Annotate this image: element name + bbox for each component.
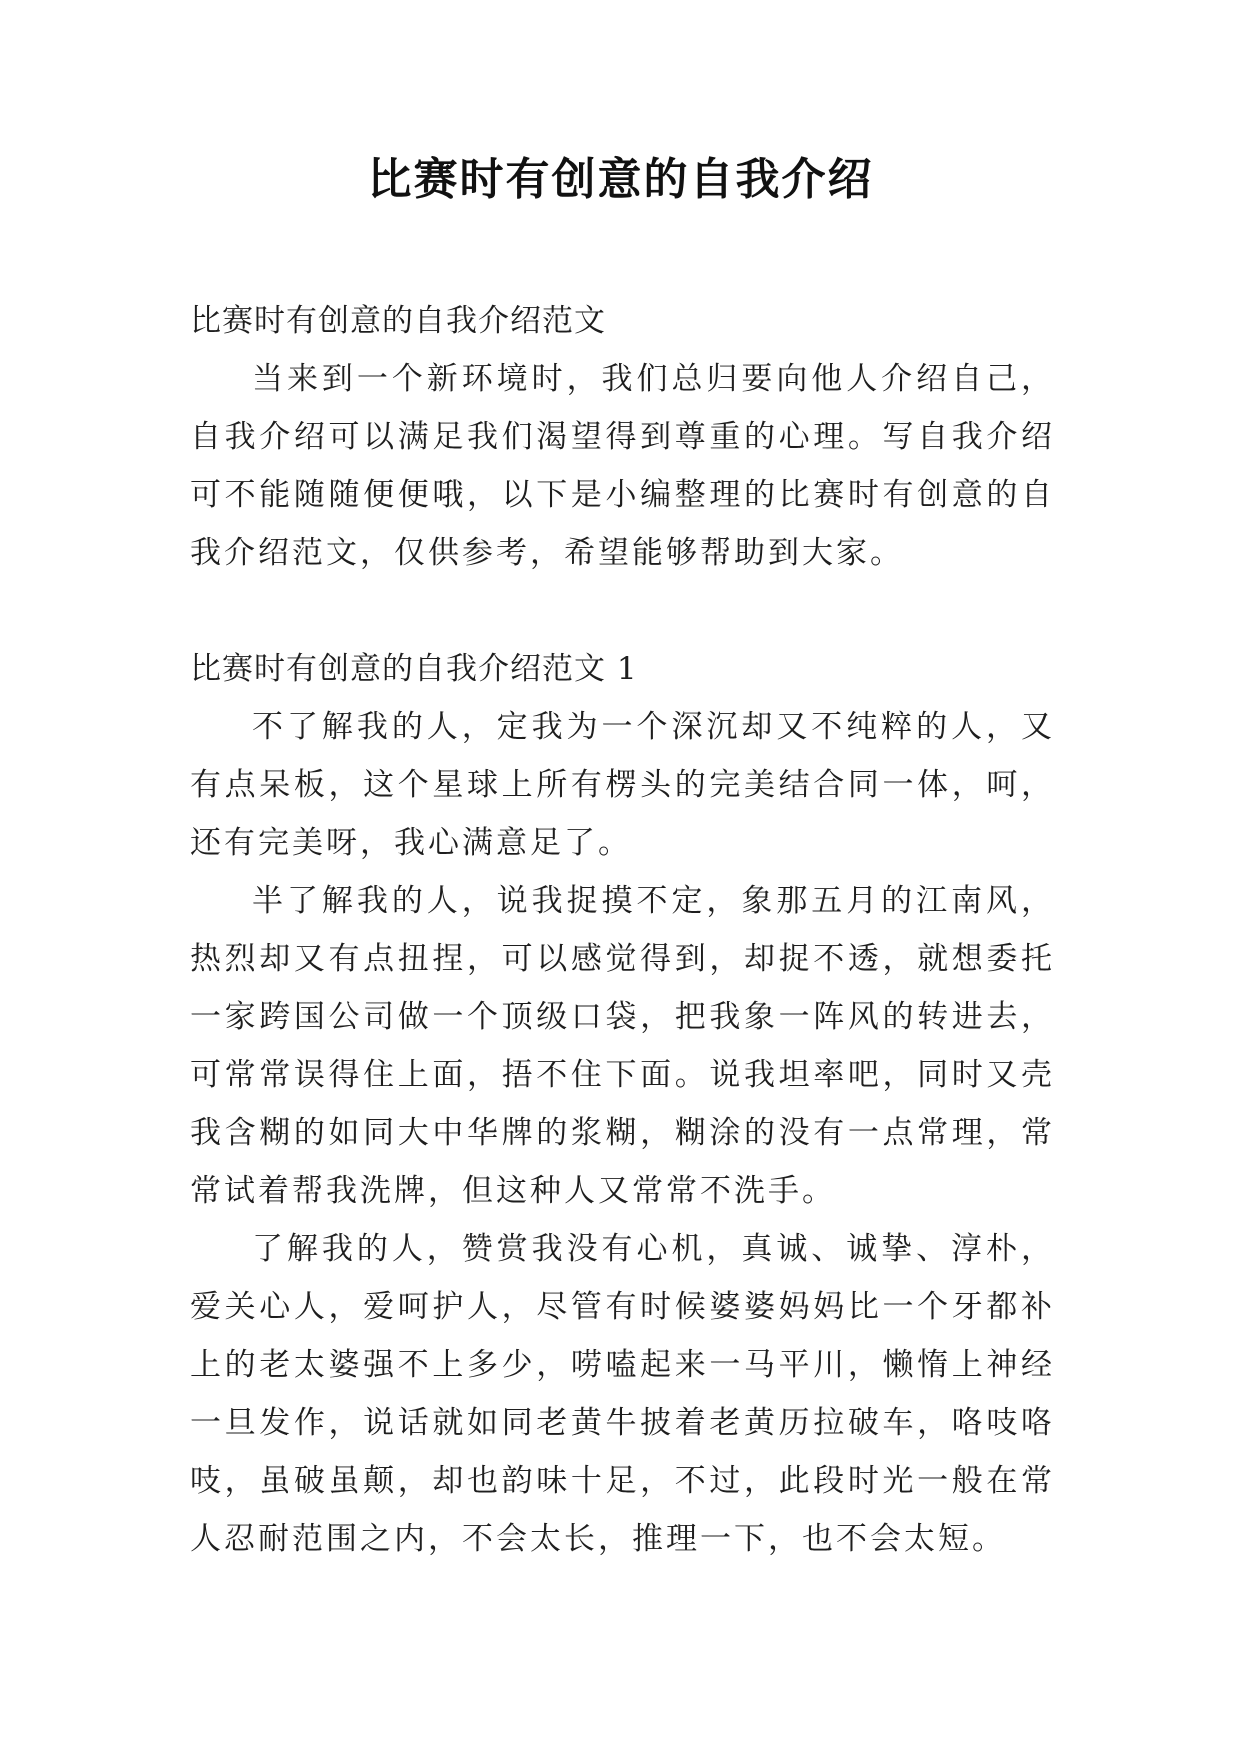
- essay-paragraph-2: 半了解我的人，说我捉摸不定，象那五月的江南风，热烈却又有点扭捏，可以感觉得到，却捉不透，就想委托一家跨国公司做一个顶级口袋，把我象一阵风的转进去，可常常误得住上面，捂不住下面。说我坦率吧，同时又壳我含糊的如同大中华牌的浆糊，糊涂的没有一点常理，常常试着帮我洗牌，但这种人又常常不洗手。: [190, 883, 1055, 1209]
- document-title: 比赛时有创意的自我介绍: [367, 154, 874, 205]
- intro-paragraph: 当来到一个新环境时，我们总归要向他人介绍自己，自我介绍可以满足我们渴望得到尊重的心理。写自我介绍可不能随随便便哦，以下是小编整理的比赛时有创意的自我介绍范文，仅供参考，希望能够帮助到大家。: [190, 361, 1055, 571]
- essay-paragraph-1: 不了解我的人，定我为一个深沉却又不纯粹的人，又有点呆板，这个星球上所有楞头的完美结合同一体，呵，还有完美呀，我心满意足了。: [190, 709, 1055, 861]
- essay-heading: 比赛时有创意的自我介绍范文 1: [190, 651, 638, 687]
- essay-paragraph-3: 了解我的人，赞赏我没有心机，真诚、诚挚、淳朴，爱关心人，爱呵护人，尽管有时候婆婆妈妈比一个牙都补上的老太婆强不上多少，唠嗑起来一马平川，懒惰上神经一旦发作，说话就如同老黄牛披着老黄历拉破车，咯吱咯吱，虽破虽颠，却也韵味十足，不过，此段时光一般在常人忍耐范围之内，不会太长，推理一下，也不会太短。: [190, 1231, 1055, 1557]
- section-heading: 比赛时有创意的自我介绍范文: [190, 303, 606, 339]
- document-body: [190, 292, 1055, 1568]
- paragraph-spacer: [190, 582, 1055, 640]
